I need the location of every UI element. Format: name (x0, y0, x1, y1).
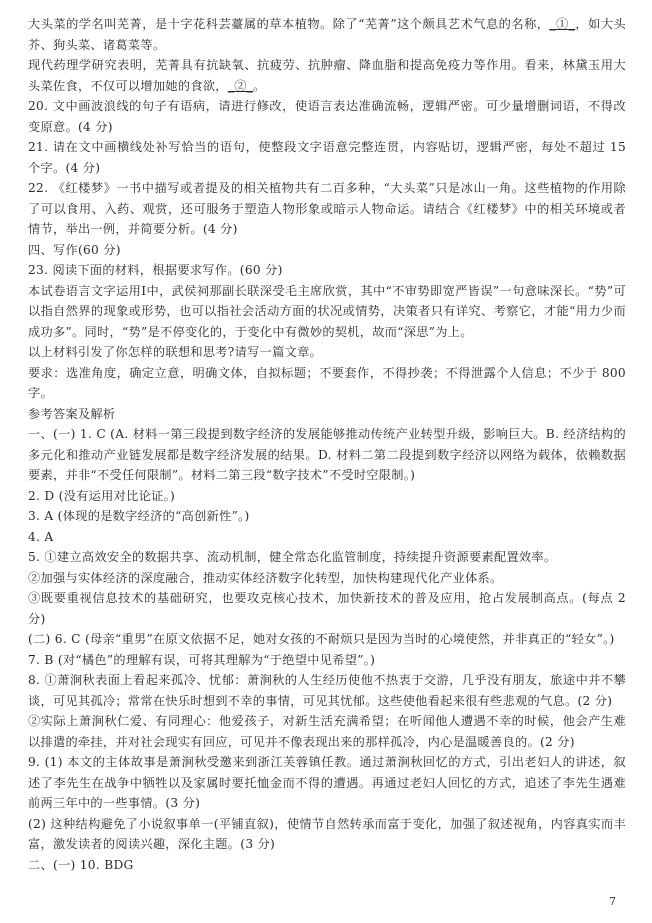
writing-requirements: 要求：选准角度，确定立意，明确文体，自拟标题；不要套作，不得抄袭；不得泄露个人信息；不少于 800 字。 (28, 365, 626, 400)
question-23: 23. 阅读下面的材料，根据要求写作。(60 分) (28, 263, 283, 277)
document-body (28, 14, 626, 875)
answer-5-point-1: 5. ①建立高效安全的数据共享、流动机制，健全常态化监管制度，持续提升资源要素配置效率。 (28, 550, 557, 564)
answer-8-point-2: ②实际上萧涧秋仁爱、有同理心：他爱孩子，对新生活充满希望；在听闻他人遭遇不幸的时候，他会产生难以排遣的牵挂，并对社会现实有回应，可见并不像表现出来的那样孤冷，内心是温暖善良的。(2 分) (28, 714, 626, 749)
answer-4: 4. A (28, 529, 54, 544)
page-number: 7 (609, 895, 616, 908)
text-segment: 。 (253, 78, 266, 93)
text-segment: 大头菜的学名叫芜菁，是十字花科芸薹属的草本植物。除了“芜菁”这个颇具艺术气息的名称， (28, 17, 550, 31)
answer-9-part-2: (2) 这种结构避免了小说叙事单一(平铺直叙)，使情节自然转承而富于变化，加强了叙述视角，内容真实而丰富，激发读者的阅读兴趣，深化主题。(3 分) (28, 816, 626, 851)
answer-2: 2. D (没有运用对比论证。) (28, 488, 176, 503)
answer-5-point-2: ②加强与实体经济的深度融合，推动实体经济数字化转型，加快构建现代化产业体系。 (28, 570, 503, 585)
answer-8-point-1: 8. ①萧涧秋表面上看起来孤冷、忧郁：萧涧秋的人生经历使他不热衷于交游，几乎没有朋友，旅途中并不攀谈，可见其孤冷；常常在快乐时想到不幸的事情，可见其忧郁。这些使他看起来很有些悲观的气息。(2 分) (28, 673, 626, 708)
question-21: 21. 请在文中画横线处补写恰当的语句，使整段文字语意完整连贯，内容贴切，逻辑严密，每处不超过 15 个字。(4 分) (28, 140, 626, 175)
answer-3: 3. A (体现的是数字经济的“高创新性”。) (28, 509, 250, 523)
fill-blank-2: _②_ (227, 78, 254, 93)
text-segment: ，如大头芥、狗头菜、诸葛菜等。 (28, 17, 627, 52)
answer-5-point-3: ③既要重视信息技术的基础研究，也要攻克核心技术，加快新技术的普及应用，抢占发展制高点。(每点 2 分) (28, 591, 626, 626)
answers-heading: 参考答案及解析 (28, 406, 116, 421)
fill-blank-1: _①_ (549, 17, 576, 31)
answer-6: (二) 6. C (母亲“重男”在原文依据不足，她对女孩的不耐烦只是因为当时的心境使然，并非真正的“轻女”。) (28, 632, 615, 646)
question-20: 20. 文中画波浪线的句子有语病，请进行修改，使语言表达准确流畅，逻辑严密。可少量增删词语，不得改变原意。(4 分) (28, 99, 626, 134)
paragraph-wuqing-medicine (28, 55, 626, 96)
section-writing-heading: 四、写作(60 分) (28, 242, 121, 257)
writing-material: 本试卷语言文字运用Ⅰ中，武侯祠那副长联深受毛主席欣赏，其中“不审势即宽严皆误”一句意味深长。“势”可以指自然界的现象或形势，也可以指社会活动方面的状况或情势，决策者只有详究、考察它，才能“用力少而成功多”。同时，“势”是不停变化的，于变化中有微妙的契机，故而“深思”为上。 (28, 283, 626, 339)
answer-7: 7. B (对“橘色”的理解有误，可将其理解为“于绝望中见希望”。) (28, 652, 376, 667)
answer-9-part-1: 9. (1) 本文的主体故事是萧涧秋受邀来到浙江芙蓉镇任教。通过萧涧秋回忆的方式，引出老妇人的讲述，叙述了李先生在战争中牺牲以及家属时要托恤金而不得的遭遇。再通过老妇人回忆的方式，追述了李先生遇难前两三年中的一些事情。(3 分) (28, 755, 626, 810)
paragraph-wuqing-name (28, 14, 626, 55)
question-22: 22. 《红楼梦》一书中描写或者提及的相关植物共有二百多种，“大头菜”只是冰山一角。这些植物的作用除了可以食用、入药、观赏，还可服务于塑造人物形象或暗示人物命运。请结合《红楼梦》中的相关环境或者情节，举出一例，并简要分析。(4 分) (28, 181, 626, 236)
answer-1: 一、(一) 1. C (A. 材料一第三段提到数字经济的发展能够推动传统产业转型升级，影响巨大。B. 经济结构的多元化和推动产业链发展都是数字经济发展的结果。D. 材料二第二段提到数字经济以网络为载体，依赖数据要素，并非“不受任何限制”。材料二第三段“数字技术”不受时空限制。) (28, 427, 626, 482)
writing-prompt: 以上材料引发了你怎样的联想和思考?请写一篇文章。 (28, 345, 323, 359)
answer-10: 二、(一) 10. BDG (28, 857, 134, 872)
text-segment: 现代药理学研究表明，芜菁具有抗缺氧、抗疲劳、抗肿瘤、降血脂和提高免疫力等作用。看来，林黛玉用大头菜佐食，不仅可以增加她的食欲， (28, 58, 626, 93)
